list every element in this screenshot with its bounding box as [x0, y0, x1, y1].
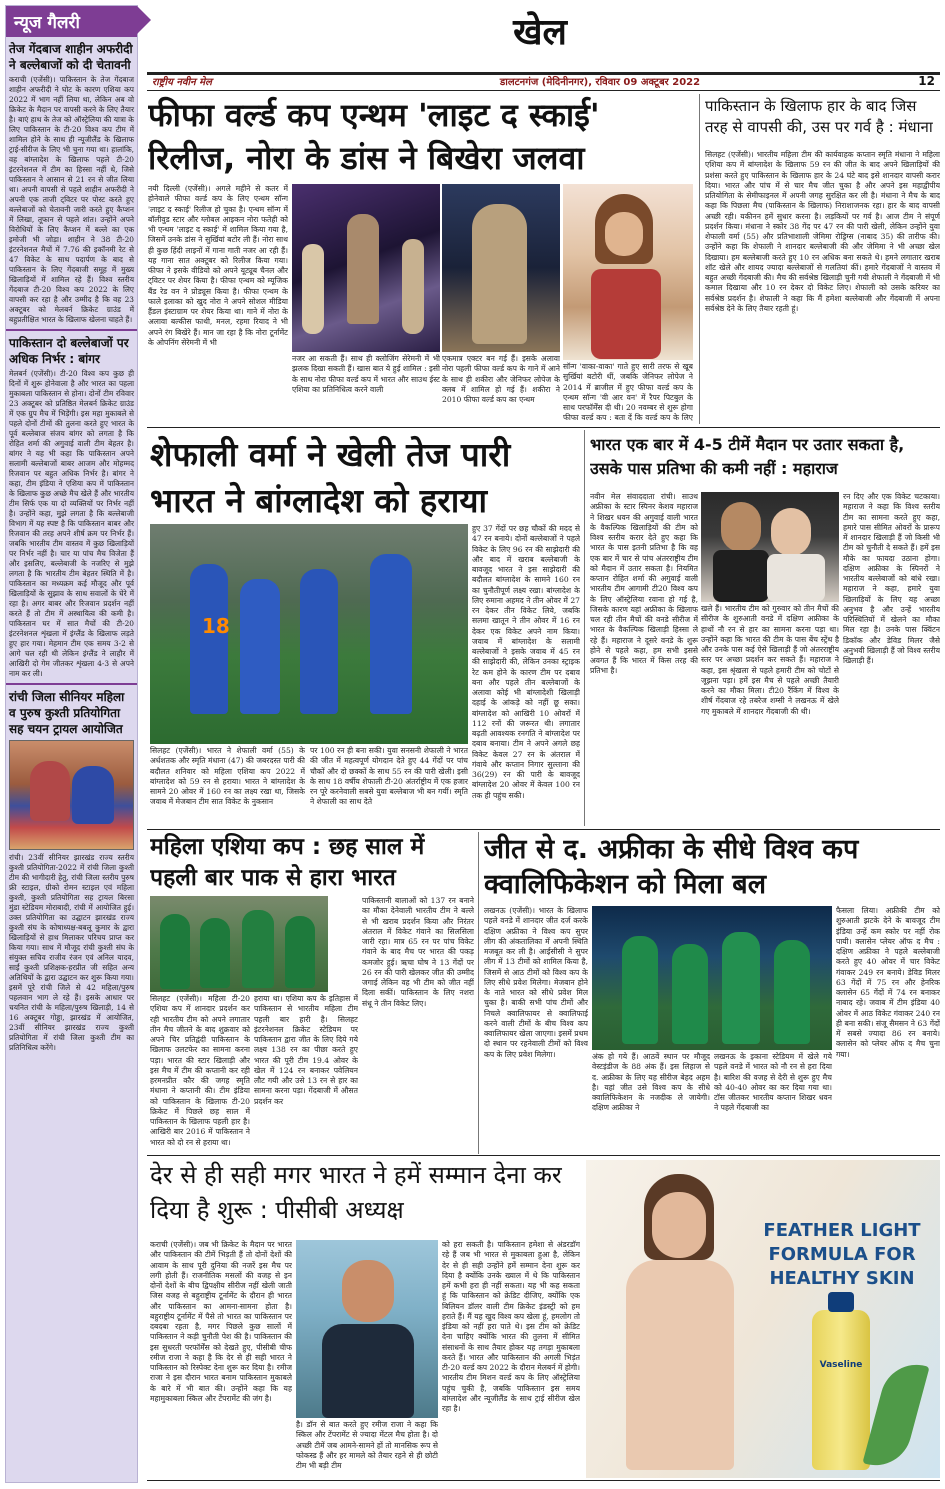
nora-dance-photo-1	[292, 184, 440, 352]
page-bottom-rule	[147, 1480, 940, 1481]
story1-col1: नयी दिल्ली (एजेंसी)। अगले महीने से कतर में होनेवाले फीफा वर्ल्ड कप के लिए एन्थम सॉन्ग 'लाइट द स्काई' रिलीज हो चुका है। एन्थम सॉन्ग में बॉलीवुड स्टार और ग्लोबल आइकन नोरा फतेही को भी एन्थम 'लाइट द स्काई' में शामिल किया गया है, जिसमें उनके डांस ने सुर्खियां बटोर ली हैं। नोरा साथ ही कुछ हिंदी लाइनों में गाना गाती नजर आ रही हैं। यह गाना सात अक्टूबर को रिलीज किया गया। फीफा ने इसके वीडियो को अपने यूट्यूब चैनल और ट्विटर पर शेयर किया है। फीफा एन्थम को म्यूजिक बैंड रेड वन ने प्रोड्यूस किया है। फीफा एन्थम के फाले इलाका को खुद नोरा ने अपने सोशल मीडिया हैंडल इंस्टाग्राम पर शेयर किया था। गाने में नोरा के अलावा बल्कीस फाथी, मनल, रहमा रियाद ने भी अपने रंग बिखेरे हैं। मान जा रहा है कि नोरा टूर्नामेंट के ओपनिंग सेरेमनी में भी	[148, 184, 288, 347]
ad-brand: Vaseline	[819, 1360, 863, 1370]
sidebar-divider	[6, 683, 137, 685]
masthead-rule-bottom	[147, 90, 940, 91]
vaseline-advertisement	[586, 1160, 940, 1478]
section-rule	[147, 1155, 940, 1156]
news-gallery-header: न्यूज गैलरी	[6, 6, 137, 37]
story5-col1: सिलहट (एजेंसी)। महिला टी-20 एशिया कप में शानदार प्रदर्शन कर रही भारतीय टीम को अपने लगातार तीन मैच जीतने के बाद शुक्रवार को अपने चिर प्रतिद्वंदी पाकिस्तान के खिलाफ उलटफेर का सामना करना पड़ा। भारत की स्टार खिलाड़ी और इस मैच में टीम की कप्तानी कर रही हरमनप्रीत कौर की जगह स्मृति मंधाना ने कप्तानी की। टीम इंडिया को पाकिस्तान के खिलाफ टी-20 क्रिकेट में पिछले छह साल में पाकिस्तान के खिलाफ पहली हार है। आखिरी बार 2016 में पाकिस्तान ने भारत को दो रन से हराया था।	[150, 994, 250, 1147]
story6-col4: फैसला लिया। अफ्रीकी टीम को शुरुआती झटके देने के बावजूद टीम इंडिया उन्हें कम स्कोर पर नहीं रोक पायी। क्लासेन प्लेयर ऑफ द मैच : दक्षिण अफ्रीका ने पहले बल्लेबाजी करते हुए 40 ओवर में चार विकेट गंवाकर 249 रन बनाये। डेविड मिलर 63 गेंदों में 75 रन और हेनरिक क्लासेन 65 गेंदों में 74 रन बनाकर नाबाद रहे। जवाब में टीम इंडिया 40 ओवर में आठ विकेट गंवाकर 240 रन ही बना सकी। संजू सैमसन ने 63 गेंदों में सबसे ज्यादा 86 रन बनाये। क्लासेन को प्लेयर ऑफ द मैच चुना गया।	[836, 906, 940, 1059]
story1-headline: फीफा वर्ल्ड कप एन्थम 'लाइट द स्काई' रिलीज, नोरा के डांस ने बिखेरा जलवा	[148, 96, 600, 178]
section-rule	[147, 829, 940, 830]
story6-headline: जीत से द. अफ्रीका के सीधे विश्व कप क्वालिफिकेशन को मिला बल	[484, 834, 859, 901]
story5-col3: पाकिस्तानी बालाओं को 137 रन बनाने का मौका देनेवाली भारतीय टीम ने बल्ले से भी खराब प्रदर्शन किया और निरंतर अंतराल में विकेट गंवाने का सिलसिला जारी रहा। मात्र 65 रन पर पांच विकेट गंवाने के बाद मैच पर भारत की पकड़ कमजोर हुई। ऋचा घोष ने 13 गेंदों पर 26 रन की पारी खेलकर जीत की उम्मीद जगाई लेकिन वह भी टीम को जीत नहीं दिला सकीं। पाकिस्तान के लिए नशरा संधू ने तीन विकेट लिए।	[362, 896, 474, 1008]
story6-col2: अंक हो गये हैं। आठवें स्थान पर मौजूद वेस्टइंडीज के 88 अंक हैं। इस लिहाज से द. अफ्रीका के लिए यह सीरीज बेहद अहम है। यहां जीत उसे विश्व कप के सीधे क्वालिफिकेशन के नजदीक ले जायेगी। दक्षिण अफ्रीका ने	[592, 1052, 710, 1113]
story6-col1: लखनऊ (एजेंसी)। भारत के खिलाफ पहले वनडे में शानदार जीत दर्ज करके दक्षिण अफ्रीका ने विश्व कप सुपर लीग की अंकतालिका में अपनी स्थिति मजबूत कर ली है। आईसीसी ने सुपर लीग में 13 टीमों को शामिल किया है, जिसमें से आठ टीमों को विश्व कप के लिए सीधे प्रवेश मिलेगा। मेजबान होने के नाते भारत को सीधे प्रवेश मिल चुका है। बाकी सभी पांच टीमों और निचले क्वालिफायर से क्वालिफाई करने वाली टीमों के बीच विश्व कप क्वालिफायर खेला जाएगा। इसमें प्रथम दो स्थान पर रहनेवाली टीमों को विश्व कप के लिए प्रवेश मिलेगा।	[484, 906, 588, 1059]
story4-headline: भारत एक बार में 4-5 टीमें मैदान पर उतार सकता है, उसके पास प्रतिभा की कमी नहीं : महाराज	[590, 435, 905, 478]
story7-col3: को हरा सकती है। पाकिस्तान हमेशा से अंडरडॉग रहे हैं जब भी भारत से मुकाबला हुआ है, लेकिन देर से ही सही उन्होंने हमें सम्मान देना शुरू कर दिया है क्योंकि उनके ख्याल में थे कि पाकिस्तान हमें कभी हरा ही नहीं सकता। यह भी कह सकता हूं कि पाकिस्तान को क्रेडिट दीजिए, क्योंकि एक बिलियन डॉलर वाली टीम क्रिकेट इंडस्ट्री को हम हराते हैं। मैं यह खुद विश्व कप खेला हूं, हमलोग तो इंडिया को नहीं हरा पाते थे। इस टीम को क्रेडिट देना चाहिए क्योंकि भारत की तुलना में सीमित संसाधनों के साथ तैयार होकर यह तगड़ा मुकाबला करते हैं। भारत और पाकिस्तान की अगली भिड़ंत टी-20 वर्ल्ड कप 2022 के दौरान मेलबर्न में होगी। भारतीय टीम मिशन वर्ल्ड कप के लिए ऑस्ट्रेलिया पहुंच चुकी है, जबकि पाकिस्तान इस समय बांग्लादेश और न्यूजीलैंड के साथ ट्राई सीरीज खेल रहा है।	[442, 1240, 580, 1413]
sidebar-article-1-title: तेज गेंदबाज शाहीन अफरीदी ने बल्लेबाजों को दी चेतावनी	[9, 42, 133, 73]
story3-col1: सिलहट (एजेंसी)। भारत ने शेफाली वर्मा (55) के अर्धशतक और स्मृति मंधाना (47) की जबरदस्त पारी की बदौलत शनिवार को महिला एशिया कप 2022 में बांग्लादेश को 59 रन से हराया। भारत ने बांग्लादेश के सामने 20 ओवर में 160 रन का लक्ष्य रखा था, जिसके जवाब में मेजबान टीम सात विकेट के नुकसान	[150, 746, 305, 807]
story3-headline: शेफाली वर्मा ने खेली तेज पारी भारत ने बांग्लादेश को हराया	[150, 435, 511, 521]
page-number: 12	[918, 74, 935, 88]
sidebar-article-2-title: पाकिस्तान दो बल्लेबाजों पर अधिक निर्भर : बांगर	[9, 335, 129, 367]
aloe-leaf	[862, 1357, 929, 1474]
story4-col1: नवीन मेल संवाददाता रांची। साउथ अफ्रीका के स्टार स्पिनर केशव महाराज ने शिखर धवन की अगुवाई वाली भारत के वैकल्पिक खिलाड़ियों की टीम को विश्व स्तरीय करार देते हुए कहा कि भारत के पास इतनी प्रतिभा है कि वह एक बार में चार से पांच अंतरराष्ट्रीय टीम को मैदान में उतार सकता है। नियमित कप्तान रोहित शर्मा की अगुवाई वाली भारतीय टीम आगामी टी20 विश्व कप के लिए ऑस्ट्रेलिया रवाना हो गई है, जिसके कारण यहां अफ्रीका के खिलाफ चल रही तीन मैचों की वनडे सीरीज में भारत के वैकल्पिक खिलाड़ी हिस्सा ले रहे हैं। महाराज ने दूसरे वनडे के शुरू होने से पहले कहा, हम सभी इससे अवगत हैं कि भारत में किस तरह की प्रतिभा है।	[590, 492, 698, 676]
lotion-bottle	[812, 1310, 870, 1470]
ad-line-1: FEATHER LIGHT	[763, 1220, 921, 1241]
model-figure	[616, 1174, 736, 1474]
south-africa-team-photo	[592, 906, 832, 1050]
story1-col4-text: सॉन्ग 'वाका-वाका' गाते हुए सारी तरफ से खूब सुर्खियां बटोरी थीं, जबकि जेनिफर लोपेज ने 2014 में ब्राजील में हुए फीफा वर्ल्ड कप के एन्थम सॉन्ग 'वी आर वन' में रैपर पिटबुल के साथ परफॉर्मेंस दी थी। 20 नवम्बर से शुरू होगा फीफा वर्ल्ड कप : बता दें कि वर्ल्ड कप के लिए	[563, 362, 693, 423]
nora-dance-photo-2	[442, 184, 560, 352]
story1-col3: एकमात्र एक्टर बन गई हैं। इसके अलावा नोरा पहली फीफा वर्ल्ड कप के गाने में आने के साथ ही शकीरा और जेनिफर लोपेज के क्लब में शामिल हो गई हैं। शकीरा ने 2010 फीफा वर्ल्ड कप का एन्थम	[442, 354, 560, 404]
column-divider	[699, 94, 700, 424]
sidebar-article-3-body: रांची। 23वीं सीनियर झारखंड राज्य स्तरीय कुश्ती प्रतियोगिता-2022 में रांची जिला कुश्ती टीम की भागीदारी हेतु, रांची जिला स्तरीय पुरुष फ्री स्टाइल, ग्रीको रोमन स्टाइल एवं महिला कुश्ती, कुश्ती प्रतियोगिता सह ट्रायल बिरसा मुंडा स्टेडियम मोराबादी, रांची में आयोजित हुई। उक्त प्रतियोगिता का उद्घाटन झारखंड राज्य कुश्ती संघ के कोषाध्यक्ष-बबलू कुमार के द्वारा खिलाड़ियों से हाथ मिलाकर परिचय प्राप्त कर किया गया। साथ में मौजूद रांची कुश्ती संघ के संयुक्त सचिव राजीव रंजन एवं अनिल यादव, साईं कुश्ती प्रशिक्षक-हरप्रीत जी सहित अन्य अतिथियों के द्वारा उद्घाटन कर शुरू किया गया। इसमें पूरे रांची जिले से 42 महिला/पुरुष पहलवान भाग ले रहे हैं। इसके आधार पर चयनित रांची के महिला/पुरुष खिलाड़ी, 14 से 16 अक्टूबर गोड्डा, झारखंड में आयोजित, 23वीं सीनियर झारखंड राज्य कुश्ती प्रतियोगिता में रांची जिला कुश्ती टीम का प्रतिनिधित्व करेंगे।	[9, 853, 134, 1053]
story6-col3: लखनऊ के इकाना स्टेडियम में खेले गये पहले वनडे में भारत को नौ रन से हरा दिया है। बारिश की वजह से देरी से शुरू हुए मैच को 40-40 ओवर का कर दिया गया था। टॉस जीतकर भारतीय कप्तान शिखर धवन ने पहले गेंदबाजी का	[714, 1052, 832, 1113]
nora-portrait-photo	[563, 184, 693, 360]
pakistan-team-celebration-photo	[150, 896, 328, 992]
story4-col2: खले हैं। भारतीय टीम को गुरुवार को तीन मैचों की सीरीज के शुरुआती वनडे में दक्षिण अफ्रीका के हाथों नौ रन से हार का सामना करना पड़ा था। उन्होंने कहा कि भारत की टीम के पास बेंच स्ट्रेंथ है और उनके पास कई ऐसे खिलाड़ी हैं जो अंतरराष्ट्रीय स्तर पर अच्छा प्रदर्शन कर सकते हैं। महाराज ने कहा, इस श्रृंखला से पहले हमारी टीम को चोटों से जूझना पड़ा। हमें इस मैच से पहले अच्छी तैयारी करने का मौका मिला। टी20 रैंकिंग में विश्व के शीर्ष गेंदबाज रहे तबरेज शम्सी ने लखनऊ में खेले गए मुकाबले में शानदार गेंदबाजी की थी।	[701, 604, 839, 716]
newspaper-logo: राष्ट्रीय नवीन मेल	[152, 77, 212, 88]
story7-col1: कराची (एजेंसी)। जब भी क्रिकेट के मैदान पर भारत और पाकिस्तान की टीमें भिड़ती हैं तो दोनों देशों की आवाम के साथ पूरी दुनिया की नजरें इस मैच पर लगी होती हैं। राजनीतिक मसलों की वजह से इन दोनों देशों के बीच द्विपक्षीय सीरीज नहीं खेली जाती जिस वजह से बहुराष्ट्रीय टूर्नामेंट के दौरान ही भारत और पाकिस्तान का आमना-सामना होता है। बहुराष्ट्रीय टूर्नामेंट में पैसे तो भारत का पाकिस्तान पर दबदबा रहता है, मगर पिछले कुछ सालों में पाकिस्तान ने कड़ी चुनौती पेश की है। पाकिस्तान की इस सुधरती परफॉर्मेंस को देखते हुए, पीसीबी चीफ रमीज राजा ने कहा है कि देर से ही सही भारत ने पाकिस्तान को रिस्पेक्ट देना शुरू कर दिया है। रमीज राजा ने इस दौरान भारत बनाम पाकिस्तान मुकाबले के बारे में भी बात की। उन्होंने कहा कि यह महामुकाबला स्किल और टेंपरामेंट की जंग है।	[150, 1240, 292, 1403]
sidebar-article-3-title: रांची जिला सीनियर महिला व पुरुष कुश्ती प्रतियोगिता सह चयन ट्रायल आयोजित	[9, 689, 125, 737]
maharaj-couple-photo	[701, 492, 839, 602]
wrestling-photo	[9, 740, 134, 850]
ad-line-3: HEALTHY SKIN	[769, 1268, 915, 1289]
story5-col2: हराया था। एशिया कप के इतिहास में पाकिस्तान से भारतीय महिला टीम पहली बार हारी है। सिलहट इंटरनेशनल क्रिकेट स्टेडियम पर पाकिस्तान द्वारा जीत के लिए दिये गये लक्ष्य 138 रन का पीछा करते हुए भारत की पूरी टीम 19.4 ओवर के खेल में 124 रन बनाकर पवेलियन लौट गयी और उसे 13 रन से हार का सामना करना पड़ा। गेंदबाजी में औसत प्रदर्शन कर	[254, 994, 358, 1106]
story2-body: सिलहट (एजेंसी)। भारतीय महिला टीम की कार्यवाहक कप्तान स्मृति मंधाना ने महिला एशिया कप में बांग्लादेश के खिलाफ 59 रन की जीत के बाद अपने खिलाड़ियों की प्रशंसा करते हुए पाकिस्तान के खिलाफ हार के 24 घंटे बाद इसे शानदार वापसी करार दिया। भारत और पांच में से चार मैच जीत चुका है और अपने इस महाद्वीपीय प्रतियोगिता के सेमीफाइनल में अपनी जगह सुरक्षित कर ली है। मंधाना ने मैच के बाद कहा कि पिछला मैच (पाकिस्तान के खिलाफ) निराशाजनक रहा। हार के बाद वापसी अच्छी रही। यकीनन हमें सुधार करना है। लड़कियों पर गर्व है। आज टीम ने संपूर्ण प्रदर्शन किया। मंधाना ने स्कोर 38 गेंद पर 47 रन की पारी खेली, लेकिन उन्होंने युवा शेफाली वर्मा (55) और प्रतिभाशाली जेमिमा रोड्रिग्स (नाबाद 35) की तारीफ की। उन्होंने कहा कि शेफाली ने शानदार बल्लेबाजी की और जेमिमा ने भी अच्छा खेल दिखाया। हम बल्लेबाजी करते हुए 10 रन अधिक बना सकते थे। हमने लगातार खराब शॉट खेले और शायद ज्यादा बल्लेबाजों से गलतियां कीं। हमारे गेंदबाजों ने वास्तव में बहुत अच्छी गेंदबाजी की। मैच की सर्वश्रेष्ठ खिलाड़ी चुनी गयी शेफाली ने गेंदबाजी में भी कमाल दिखाया और 10 रन देकर दो विकेट लिए। शेफाली को उसके करियर का सर्वश्रेष्ठ प्रदर्शन है। शेफाली ने कहा कि मैं हमेशा बल्लेबाजी और गेंदबाजी में अपना सर्वश्रेष्ठ देने के लिए तैयार रहती हूं।	[705, 150, 940, 313]
indian-team-celebration-photo: 18	[150, 524, 468, 744]
story2-headline: पाकिस्तान के खिलाफ हार के बाद जिस तरह से वापसी की, उस पर गर्व है : मंधाना	[705, 97, 933, 136]
sidebar-article-2-body: मेलबर्न (एजेंसी)। टी-20 विश्व कप कुछ ही दिनों में शुरू होनेवाला है और भारत का पहला मुकाबला पाकिस्तान से होना। दोनों टीम रविवार 23 अक्टूबर को प्रतिष्ठित मेलबर्न क्रिकेट ग्राउंड में एक ग्रुप मैच में भिड़ेंगी। इस महा मुकाबले से पहले दोनों टीमों की तुलना करते हुए भारत के पूर्व बल्लेबाज संजय बांगर को लगता है कि रोहित शर्मा की अगुवाई वाली टीम बेहतर है। बांगर ने यह भी कहा कि पाकिस्तान अपने सलामी बल्लेबाजों बाबर आजम और मोहम्मद रिजवान पर बहुत अधिक निर्भर है। बांगर ने कहा, टीम इंडिया ने एशिया कप में पाकिस्तान के खिलाफ कुछ अच्छे मैच खेले हैं और भारतीय टीम सिर्फ एक या दो व्यक्तियों पर निर्भर नहीं है। उन्होंने कहा, मुझे लगता है कि बल्लेबाजी विभाग में यह स्पष्ट है कि पाकिस्तान बाबर और रिजवान की तरह अपने शीर्ष क्रम पर निर्भर हैं। जबकि भारतीय टीम वास्तव में कुछ खिलाड़ियों पर निर्भर नहीं है। चार या पांच मैच विजेता हैं और इसलिए, बल्लेबाजी के नजरिए से मुझे लगता है कि भारतीय टीम बेहतर स्थिति में है। पाकिस्तान का मध्यक्रम कई मौजूद और पूर्व खिलाड़ियों के सुझाव के साथ सवालों के घेरे में रहा है। अगर बाबर और रिजवान प्रदर्शन नहीं करते हैं तो टीम में अस्थायित्व की कमी है। पाकिस्तान घर में सात मैचों की टी-20 इंटरनेशनल शृंखला में इंग्लैंड के खिलाफ लड़ते हुए हार गया। मेहमान टीम एक समय 3-2 से आगे चल रही थी लेकिन इंग्लैंड ने लाहौर में आखिरी दो गेम जीतकर शृंखला 4-3 से अपने नाम कर ली।	[9, 369, 134, 678]
ramiz-raja-photo	[296, 1240, 438, 1418]
column-divider	[584, 430, 585, 826]
column-divider	[478, 832, 479, 1154]
sidebar-article-1-body: कराची (एजेंसी)। पाकिस्तान के तेज गेंदबाज शाहीन अफरीदी ने घोट के कारण एशिया कप 2022 में भाग नहीं लिया था, लेकिन अब वो क्रिकेट के मैदान पर वापसी करने के लिए तैयार है। बाएं हाथ के तेज को ऑस्ट्रेलिया की यात्रा के लिए पाकिस्तान के टी-20 विश्व कप टीम में शामिल होने के साथ ही न्यूजीलैंड के खिलाफ ट्राई-सीरीज के लिए भी चुना गया था। हालांकि, वह बांग्लादेश के खिलाफ पहले टी-20 इंटरनेशनल में टीम का हिस्सा नहीं थे, जिसे पाकिस्तान ने आसान से 21 रन से जीत लिया था। अपनी वापसी से पहले शाहीन अफरीदी ने अपनी एक ताजी ट्विटर पर पोस्ट करते हुए बल्लेबाजों को चेतावनी जारी करते हुए कैप्शन में लिखा, तूफान से पहले शांत। उन्होंने अपने विरोधियों के लिए कैप्शन में बल्ले का एक इमोजी भी जोड़ा। शाहीन ने 38 टी-20 इंटरनेशनल मैचों में 7.76 की इकॉनमी रेट से 47 विकेट के साथ पदार्पण के बाद से पाकिस्तान के लिए गेंदबाजी समूह में मुख्य खिलाड़ियों में शामिल रहे हैं। विश्व स्तरीय गेंदबाज टी-20 विश्व कप 2022 के लिए वापसी कर रहा है और उम्मीद है कि वह 23 अक्टूबर को मेलबर्न क्रिकेट ग्राउंड में बहुप्रतीक्षित भारत के खिलाफ खेलना चाहते हैं।	[9, 75, 134, 324]
story7-headline: देर से ही सही मगर भारत ने हमें सम्मान देना कर दिया है शुरू : पीसीबी अध्यक्ष	[150, 1161, 562, 1224]
story5-headline: महिला एशिया कप : छह साल में पहली बार पाक से हारा भारत	[150, 834, 425, 892]
news-gallery-sidebar	[5, 5, 138, 1483]
section-rule	[147, 427, 940, 428]
story4-col3: रन दिए और एक विकेट चटकाया। महाराज ने कहा कि विश्व स्तरीय टीम का सामना करते हुए कहा, हमारे पास सीमित ओवरों के प्रारूप में शानदार खिलाड़ी हैं जो किसी भी टीम को चुनौती दे सकते हैं। हमें इस मौके का फायदा उठाना होगा। दक्षिण अफ्रीका के स्पिनरों ने भारतीय बल्लेबाजों को बांधे रखा। महाराज ने कहा, हमारे युवा खिलाड़ियों के लिए यह अच्छा अनुभव है और उन्हें भारतीय परिस्थितियों में खेलने का मौका मिल रहा है। उनके पास क्विंटन डिकॉक और डेविड मिलर जैसे अनुभवी खिलाड़ी हैं जो विश्व स्तरीय खिलाड़ी हैं।	[843, 492, 940, 665]
sidebar-divider	[6, 329, 137, 331]
ad-line-2: FORMULA FOR	[768, 1244, 916, 1265]
dateline: डालटनगंज (मेदिनीनगर), रविवार 09 अक्टूबर 2022	[499, 77, 701, 88]
story7-col2: है। डॉन से बात करते हुए रमीज राजा ने कहा कि स्किल और टेंपरामेंट से ज्यादा मेंटल मैच होता है। दो अच्छी टीमें जब आमने-सामने हों तो मानसिक रूप से फोकस्ड हैं और हर मामले को तैयार रहने से ही छोटी टीम भी बड़ी टीम	[296, 1420, 438, 1470]
story1-col2: नजर आ सकती हैं। साथ ही क्लोजिंग सेरेमनी में भी झलक दिखा सकती हैं। खास बात ये हुई शामिल : इसी के साथ नोरा फीफा वर्ल्ड कप में भारत और साउथ ईस्ट एशिया का प्रतिनिधित्व करने वाली	[292, 354, 440, 394]
section-title: खेल	[513, 12, 567, 53]
story3-col2: पर 100 रन ही बना सकी। युवा सनसनी शेफाली ने भारत की जीत में महत्वपूर्ण योगदान देते हुए 44 गेंदों पर पांच चौकों और दो छक्कों के साथ 55 रन की पारी खेली। इसी के साथ 18 वर्षीय शेफाली टी-20 अंतर्राष्ट्रीय में एक हजार रन पूरे करनेवाली सबसे युवा बल्लेबाज भी बन गयीं। स्मृति ने शेफाली का साथ देते	[310, 746, 468, 807]
story3-col3: हुए 37 गेंदों पर छह चौकों की मदद से 47 रन बनाये। दोनों बल्लेबाजों ने पहले विकेट के लिए 96 रन की साझेदारी की और बाद में खराब बल्लेबाजी के बावजूद भारत ने इस साझेदारी की बदौलत बांग्लादेश के सामने 160 रन का चुनौतीपूर्ण लक्ष्य रखा। बांग्लादेश के लिए रुमाना अहमद ने तीन ओवर में 27 रन देकर तीन विकेट लिये, जबकि सलमा खातून ने तीन ओवर में 16 रन देकर एक विकेट अपने नाम किया। जवाब में बांग्लादेश के सलामी बल्लेबाजों ने इसके जवाब में 45 रन की साझेदारी की, लेकिन उनका स्ट्राइक रेट कम होने के कारण टीम पर दबाव बना और पहले तीन बल्लेबाजों के अलावा कोई भी बांग्लादेशी खिलाड़ी दहाई के आंकड़े को नहीं छू सका। बांग्लादेश को आखिरी 10 ओवरों में 112 रनों की जरूरत थी। लगातार बढ़ती आवश्यक रनगति ने बांग्लादेश पर दबाव बनाया। टीम ने अपने अगले छह विकेट केवल 27 रन के अंतराल में गंवाये और कप्तान निगार सुल्ताना की 36(29) रन की पारी के बावजूद बांग्लादेश 20 ओवर में केवल 100 रन तक ही पहुंच सकी।	[472, 524, 580, 800]
